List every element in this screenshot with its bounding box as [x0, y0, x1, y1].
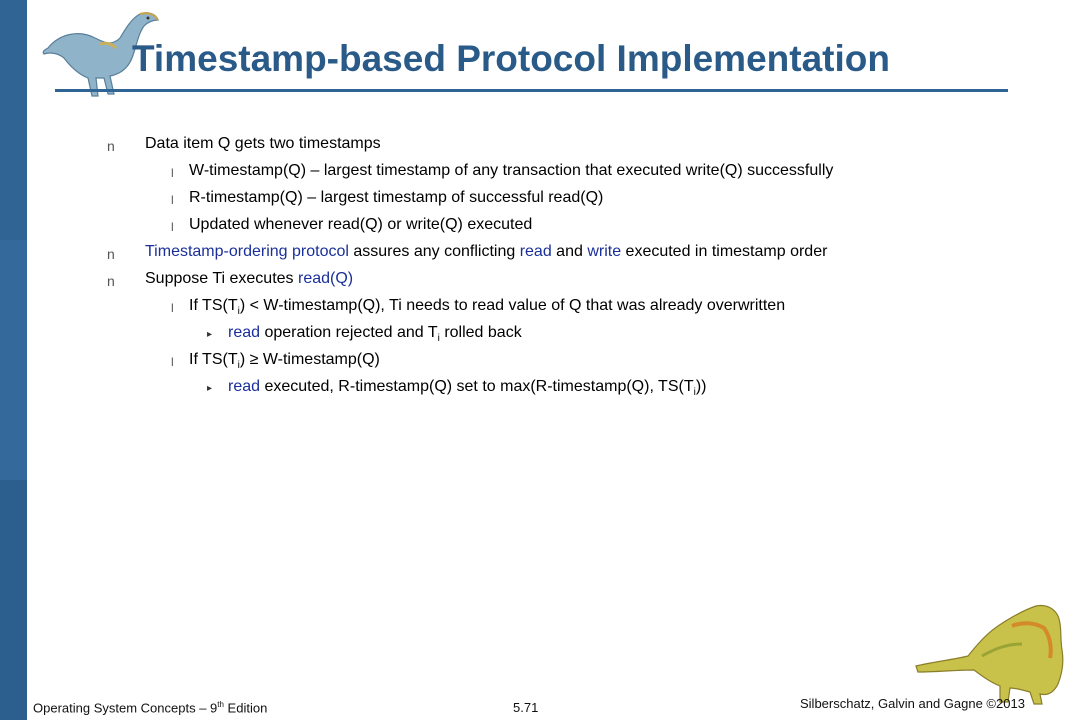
keyword: read [228, 378, 261, 395]
sub-bullet-text: R-timestamp(Q) – largest timestamp of successful read(Q) [189, 189, 604, 206]
bullet-marker: n [107, 138, 115, 154]
bullet-marker: n [107, 246, 115, 262]
text-run: If TS(T [189, 297, 238, 314]
sub-bullet-marker: l [171, 220, 174, 234]
keyword: read [519, 243, 552, 260]
text-run: executed in timestamp order [621, 243, 828, 260]
page-number: 5.71 [513, 700, 539, 715]
subscript: i [237, 360, 240, 372]
subscript: i [237, 306, 240, 318]
sub-bullet-text [189, 296, 785, 322]
text-run: Suppose Ti executes [145, 270, 298, 287]
dinosaur-logo-bottom-icon [912, 596, 1072, 706]
footer-text: Operating System Concepts – 9 [33, 700, 218, 716]
sub-bullet-text: Updated whenever read(Q) or write(Q) executed [189, 216, 533, 233]
sub-bullet-text: W-timestamp(Q) – largest timestamp of any transaction that executed write(Q) successfully [189, 162, 834, 179]
bullet-text [145, 242, 827, 262]
left-sidebar-bar [0, 0, 27, 720]
slide-title: Timestamp-based Protocol Implementation [132, 38, 890, 79]
text-run: executed, R-timestamp(Q) set to max(R-timestamp(Q), TS(T [260, 378, 694, 395]
subscript: i [693, 387, 696, 399]
arrow-bullet-icon: ▸ [207, 383, 213, 394]
text-run: If TS(T [189, 351, 238, 368]
sub-bullet-marker: l [171, 193, 174, 207]
subscript: i [437, 333, 440, 345]
keyword: Timestamp-ordering protocol [145, 243, 349, 260]
text-run: )) [695, 378, 707, 395]
sub-bullet-marker: l [171, 301, 174, 315]
keyword: write [587, 243, 622, 260]
bullet-text [145, 269, 353, 289]
sub-bullet-marker: l [171, 166, 174, 180]
sub-sub-bullet-text [228, 377, 706, 403]
sidebar-segment [0, 480, 27, 720]
keyword: read [228, 324, 261, 341]
footer-copyright: Silberschatz, Galvin and Gagne ©2013 [800, 696, 1025, 711]
text-run: operation rejected and T [260, 324, 438, 341]
text-run: and [551, 243, 588, 260]
bullet-text: Data item Q gets two timestamps [145, 135, 381, 152]
footer-book-title [33, 700, 267, 715]
sub-bullet-marker: l [171, 355, 174, 369]
bullet-marker: n [107, 273, 115, 289]
text-run: assures any conflicting [348, 243, 520, 260]
arrow-bullet-icon: ▸ [207, 329, 213, 340]
footer-text: Edition [223, 700, 268, 716]
sidebar-segment [0, 240, 27, 480]
sub-bullet-text [189, 350, 380, 376]
text-run: rolled back [439, 324, 522, 341]
keyword: read(Q) [297, 270, 354, 287]
text-run: ) ≥ W-timestamp(Q) [239, 351, 380, 368]
title-divider [55, 89, 1008, 92]
sub-sub-bullet-text [228, 323, 522, 349]
text-run: ) < W-timestamp(Q), Ti needs to read value of Q that was already overwritten [239, 297, 786, 314]
footer-superscript: th [217, 700, 224, 709]
